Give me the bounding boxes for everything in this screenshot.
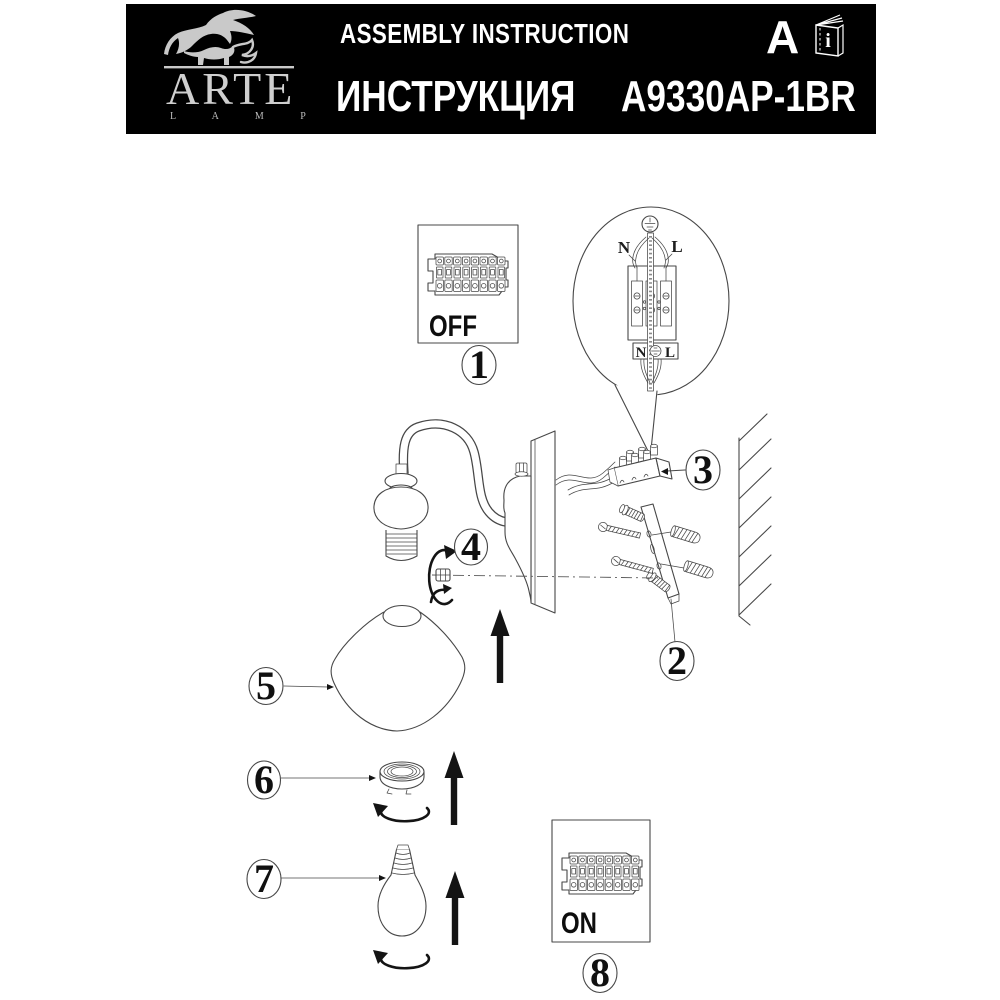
title-russian: ИНСТРУКЦИЯ [336, 72, 576, 121]
svg-text:8: 8 [590, 950, 610, 995]
booklet-i-letter: i [825, 30, 831, 52]
breaker-panel-icon [562, 853, 642, 894]
step-8-power-on [552, 820, 650, 995]
assembly-direction-arrow-3 [446, 871, 465, 945]
info-booklet-icon [810, 13, 848, 61]
glass-shade [331, 612, 465, 731]
step-7-bulb [247, 845, 465, 968]
step-6-ring [248, 751, 464, 825]
rotate-arrow [373, 950, 429, 968]
breaker-panel-icon [428, 254, 508, 295]
step-3-terminal-block [608, 444, 720, 492]
power-on-label: ON [561, 905, 597, 940]
wall-lamp-fixture [374, 424, 615, 613]
step-3-badge [686, 447, 720, 492]
step-2-mounting-hardware [597, 503, 714, 683]
step-5-badge [249, 663, 283, 708]
wall-anchor-2 [683, 560, 715, 579]
step-2-badge [660, 638, 694, 683]
mounting-screw-2 [610, 555, 654, 575]
brand-wordmark: ARTE [166, 63, 296, 114]
power-off-label: OFF [429, 308, 477, 343]
section-letter: A [766, 11, 800, 63]
svg-text:4: 4 [461, 524, 481, 569]
header-bar [126, 4, 876, 134]
svg-text:2: 2 [667, 638, 687, 683]
step-6-badge [248, 757, 281, 802]
svg-text:3: 3 [693, 447, 713, 492]
mounting-screw-1 [597, 521, 641, 540]
svg-text:5: 5 [256, 663, 276, 708]
stud-top [618, 503, 646, 523]
svg-text:1: 1 [469, 342, 489, 387]
step-7-badge [247, 856, 281, 901]
lamp-socket [374, 464, 428, 561]
wall-anchor-1 [670, 525, 702, 544]
step-5-shade [249, 584, 465, 731]
brand-sub-wordmark: L A M P [170, 111, 323, 122]
backplate-bell [504, 476, 531, 602]
rotate-arrow [373, 803, 429, 821]
model-number: A9330AP-1BR [621, 72, 856, 121]
wiring-callout [573, 207, 729, 453]
step-8-badge [583, 950, 617, 995]
assembly-direction-arrow-2 [445, 751, 464, 825]
earth-symbol-icon [642, 216, 658, 232]
rotate-hint-arrowhead [443, 584, 452, 594]
mounting-plate [531, 431, 555, 613]
neutral-label: N [617, 238, 631, 257]
top-nut [515, 463, 528, 476]
live-label: L [671, 237, 683, 256]
assembly-direction-arrow-1 [491, 609, 510, 683]
light-bulb [378, 845, 426, 936]
terminal-live-label: L [664, 345, 676, 361]
svg-text:6: 6 [254, 757, 274, 802]
wall-section [739, 414, 771, 625]
step-1-badge [462, 342, 496, 387]
terminal-neutral-label: N [635, 345, 647, 361]
step-1-power-off [418, 225, 518, 387]
title-english: ASSEMBLY INSTRUCTION [340, 18, 630, 49]
step-4-badge [455, 524, 488, 569]
terminal-block [608, 444, 672, 486]
svg-text:7: 7 [254, 856, 274, 901]
